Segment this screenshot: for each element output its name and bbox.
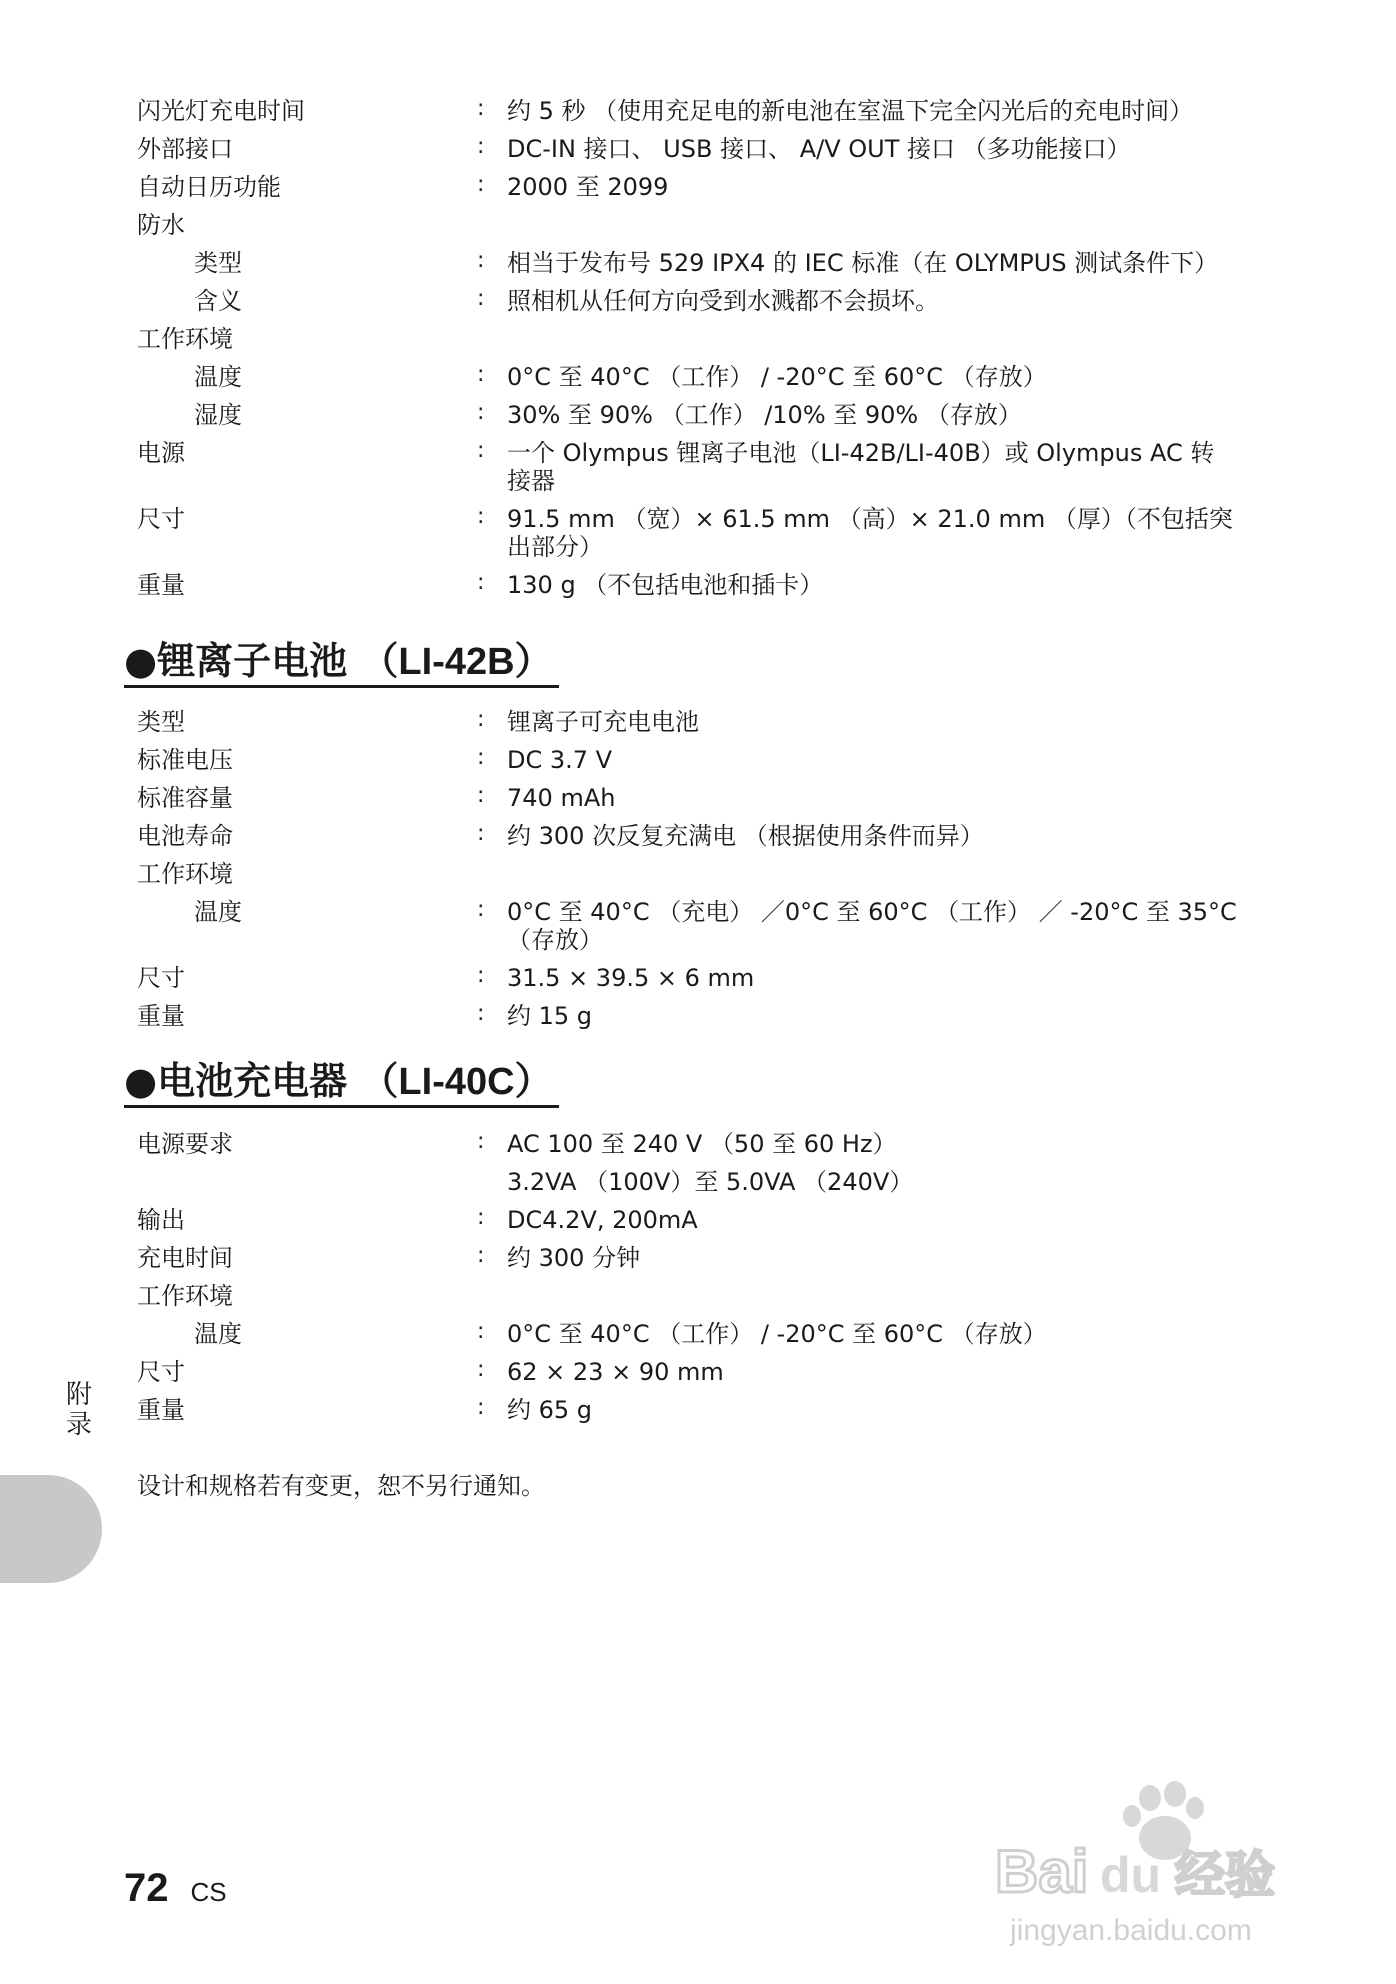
spec-row-waterproof-type (137, 249, 1247, 277)
spec-colon: : (477, 134, 485, 159)
spec-value: DC-IN 接口、 USB 接口、 A/V OUT 接口 （多功能接口） (507, 135, 1131, 163)
spec-label: 温度 (194, 898, 242, 926)
spec-value: 约 65 g (507, 1396, 593, 1424)
spec-colon: : (477, 570, 485, 595)
spec-row-dimensions (137, 964, 1247, 992)
bullet-icon: ● (124, 639, 158, 683)
spec-value: 130 g （不包括电池和插卡） (507, 571, 824, 599)
charger-spec-list (137, 1130, 1247, 1424)
spec-value: 0°C 至 40°C （工作） / -20°C 至 60°C （存放） (507, 363, 1047, 391)
spec-value (507, 211, 1247, 239)
spec-row-flash-charge (137, 97, 1247, 125)
spec-value: 照相机从任何方向受到水溅都不会损坏。 (507, 287, 939, 315)
page-number (124, 1866, 227, 1911)
spec-value: 740 mAh (507, 784, 616, 812)
spec-label: 工作环境 (137, 1282, 233, 1310)
spec-colon: : (477, 963, 485, 988)
spec-row-environment (137, 860, 1247, 888)
watermark-url: jingyan.baidu.com (1010, 1914, 1252, 1947)
spec-value: 2000 至 2099 (507, 173, 669, 201)
spec-value: 锂离子可充电电池 (507, 708, 699, 736)
side-label-appendix: 附录 (65, 1380, 92, 1440)
spec-row-capacity (137, 784, 1247, 812)
spec-colon: : (477, 1129, 485, 1154)
spec-colon: : (477, 438, 485, 463)
spec-value: 相当于发布号 529 IPX4 的 IEC 标准（在 OLYMPUS 测试条件下） (507, 249, 1219, 277)
spec-row-ports (137, 135, 1247, 163)
spec-row-power (137, 439, 1247, 495)
spec-label: 电源 (137, 439, 185, 467)
spec-label: 温度 (194, 363, 242, 391)
spec-label: 闪光灯充电时间 (137, 97, 305, 125)
section-title-model: （LI-40C） (360, 1061, 553, 1103)
spec-colon: : (477, 1395, 485, 1420)
spec-row-life (137, 822, 1247, 850)
spec-row-weight (137, 1002, 1247, 1030)
spec-row-voltage (137, 746, 1247, 774)
spec-colon: : (477, 821, 485, 846)
spec-label: 外部接口 (137, 135, 233, 163)
bullet-icon: ● (124, 1059, 158, 1103)
spec-colon: : (477, 362, 485, 387)
spec-value: 约 300 次反复充满电 （根据使用条件而异） (507, 822, 984, 850)
spec-value: 0°C 至 40°C （充电） ／0°C 至 60°C （工作） ／ -20°C 至 35°C （存放） (507, 898, 1237, 954)
spec-value: 约 300 分钟 (507, 1244, 641, 1272)
spec-label: 工作环境 (137, 325, 233, 353)
section-title-charger (124, 1058, 559, 1108)
watermark-brand-left: Bai (995, 1838, 1089, 1905)
spec-label: 湿度 (194, 401, 242, 429)
spec-label: 尺寸 (137, 964, 185, 992)
spec-colon: : (477, 96, 485, 121)
spec-label: 电池寿命 (137, 822, 233, 850)
spec-row-dimensions (137, 1358, 1247, 1386)
spec-label: 标准电压 (137, 746, 233, 774)
spec-row-weight (137, 1396, 1247, 1424)
spec-colon: : (477, 707, 485, 732)
spec-row-dimensions (137, 505, 1247, 561)
spec-label: 尺寸 (137, 1358, 185, 1386)
spec-colon: : (477, 897, 485, 922)
spec-value (507, 325, 1247, 353)
spec-row-waterproof (137, 211, 1247, 239)
spec-colon: : (477, 1205, 485, 1230)
spec-value: 一个 Olympus 锂离子电池（LI-42B/LI-40B）或 Olympus AC 转接器 (507, 439, 1215, 495)
spec-row-type (137, 708, 1247, 736)
spec-row-power-req (137, 1130, 1247, 1158)
spec-colon: : (477, 1319, 485, 1344)
spec-value (507, 1282, 1247, 1310)
spec-label: 标准容量 (137, 784, 233, 812)
section-title-battery (124, 638, 559, 688)
spec-label: 类型 (137, 708, 185, 736)
spec-row-humidity (137, 401, 1247, 429)
spec-label: 温度 (194, 1320, 242, 1348)
watermark-brand-right: du (1100, 1847, 1162, 1903)
spec-label: 重量 (137, 1396, 185, 1424)
spec-row-environment (137, 325, 1247, 353)
spec-value: 约 15 g (507, 1002, 593, 1030)
spec-value: 3.2VA （100V）至 5.0VA （240V） (507, 1168, 914, 1196)
spec-row-environment (137, 1282, 1247, 1310)
spec-label: 含义 (194, 287, 242, 315)
camera-spec-list (137, 97, 1247, 599)
spec-value: 30% 至 90% （工作） /10% 至 90% （存放） (507, 401, 1022, 429)
watermark-brand-cn: 经验 (1175, 1846, 1275, 1904)
spec-label: 自动日历功能 (137, 173, 281, 201)
spec-value: DC4.2V, 200mA (507, 1206, 698, 1234)
spec-colon: : (477, 172, 485, 197)
spec-label: 防水 (137, 211, 185, 239)
spec-label: 尺寸 (137, 505, 185, 533)
spec-value: 31.5 × 39.5 × 6 mm (507, 964, 755, 992)
spec-row-charge-time (137, 1244, 1247, 1272)
baidu-watermark-logo (990, 1780, 1320, 1950)
spec-value: AC 100 至 240 V （50 至 60 Hz） (507, 1130, 897, 1158)
spec-colon: : (477, 1243, 485, 1268)
spec-colon: : (477, 1357, 485, 1382)
spec-value: 91.5 mm （宽）× 61.5 mm （高）× 21.0 mm （厚）（不包括突出部分） (507, 505, 1233, 561)
spec-label: 工作环境 (137, 860, 233, 888)
spec-value: 0°C 至 40°C （工作） / -20°C 至 60°C （存放） (507, 1320, 1047, 1348)
spec-row-temperature (137, 898, 1247, 954)
spec-colon: : (477, 286, 485, 311)
spec-row-temperature (137, 1320, 1247, 1348)
spec-row-temperature (137, 363, 1247, 391)
spec-label: 重量 (137, 571, 185, 599)
spec-colon: : (477, 248, 485, 273)
spec-row-calendar (137, 173, 1247, 201)
spec-colon: : (477, 1001, 485, 1026)
spec-row-weight (137, 571, 1247, 599)
spec-label: 类型 (194, 249, 242, 277)
spec-label: 输出 (137, 1206, 185, 1234)
section-title-model: （LI-42B） (360, 641, 553, 683)
spec-value: 约 5 秒 （使用充足电的新电池在室温下完全闪光后的充电时间） (507, 97, 1194, 125)
battery-spec-list (137, 708, 1247, 1030)
spec-colon: : (477, 504, 485, 529)
spec-value: 62 × 23 × 90 mm (507, 1358, 724, 1386)
section-title-text: 电池充电器 (157, 1059, 348, 1103)
spec-colon: : (477, 745, 485, 770)
spec-label: 电源要求 (137, 1130, 233, 1158)
spec-value (507, 860, 1247, 888)
spec-row-output (137, 1206, 1247, 1234)
spec-colon: : (477, 400, 485, 425)
spec-value: DC 3.7 V (507, 746, 613, 774)
footnote: 设计和规格若有变更，恕不另行通知。 (137, 1472, 545, 1500)
spec-label: 重量 (137, 1002, 185, 1030)
section-title-text: 锂离子电池 (157, 639, 348, 683)
spec-label: 充电时间 (137, 1244, 233, 1272)
spec-colon: : (477, 783, 485, 808)
side-tab-marker (0, 1475, 102, 1583)
spec-row-waterproof-meaning (137, 287, 1247, 315)
page-language-code: CS (190, 1877, 227, 1907)
spec-row-power-consumption (137, 1168, 1247, 1196)
page-number-value: 72 (124, 1866, 169, 1910)
